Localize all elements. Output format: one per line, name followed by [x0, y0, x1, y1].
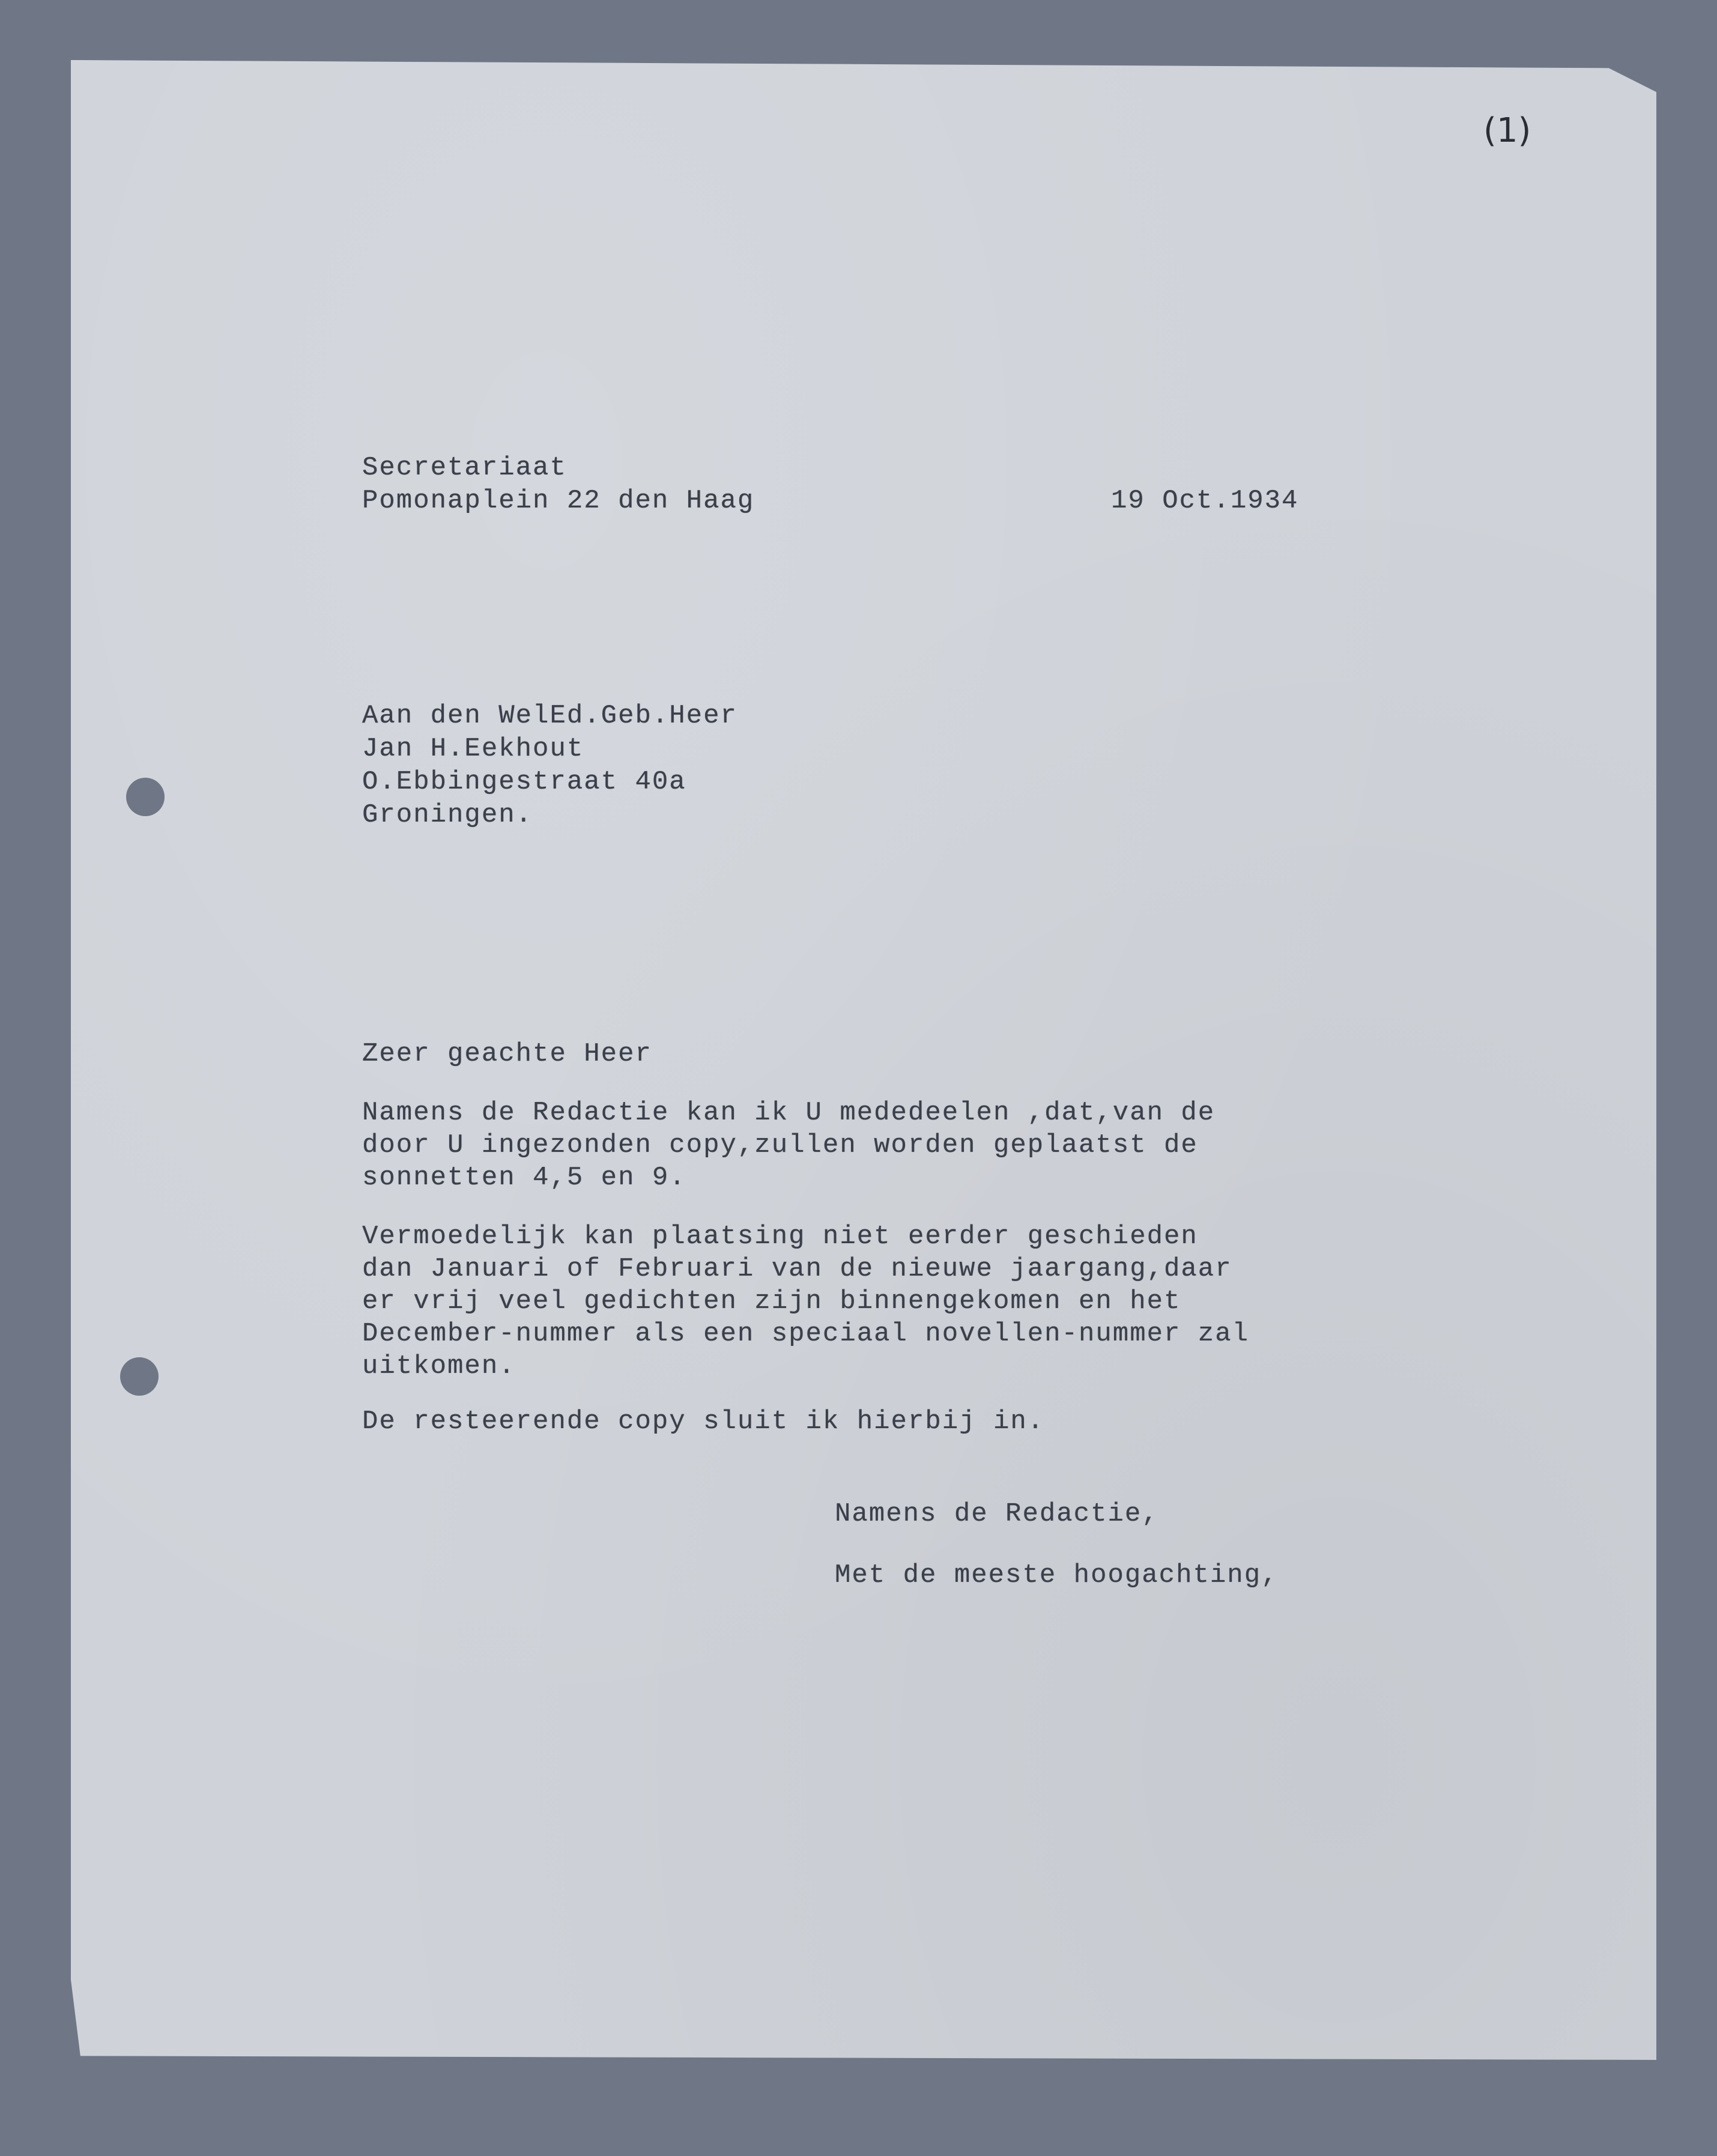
- body-paragraph-1-line-2: door U ingezonden copy,zullen worden geplaatst de: [362, 1130, 1198, 1160]
- body-paragraph-1-line-3: sonnetten 4,5 en 9.: [362, 1163, 686, 1193]
- letter-date: 19 Oct.1934: [1111, 486, 1299, 516]
- body-paragraph-2-line-5: uitkomen.: [362, 1351, 516, 1381]
- recipient-city: Groningen.: [362, 800, 533, 830]
- closing-line-2: Met de meeste hoogachting,: [835, 1560, 1279, 1590]
- sender-name: Secretariaat: [362, 453, 567, 483]
- body-paragraph-2-line-3: er vrij veel gedichten zijn binnengekomen en het: [362, 1286, 1181, 1316]
- recipient-street: O.Ebbingestraat 40a: [362, 767, 686, 797]
- punch-hole-upper: [126, 778, 165, 816]
- closing-line-1: Namens de Redactie,: [835, 1499, 1159, 1529]
- letter-salutation: Zeer geachte Heer: [362, 1039, 652, 1069]
- body-paragraph-3: De resteerende copy sluit ik hierbij in.: [362, 1407, 1045, 1437]
- letter-sheet: [71, 60, 1656, 2060]
- sender-address: Pomonaplein 22 den Haag: [362, 486, 755, 516]
- punch-hole-lower: [120, 1357, 159, 1396]
- body-paragraph-2-line-2: dan Januari of Februari van de nieuwe jaargang,daar: [362, 1254, 1232, 1284]
- body-paragraph-1-line-1: Namens de Redactie kan ik U mededeelen ,dat,van de: [362, 1098, 1216, 1128]
- recipient-salutation-line: Aan den WelEd.Geb.Heer: [362, 701, 737, 731]
- page-number-annotation: (1): [1483, 111, 1531, 150]
- body-paragraph-2-line-1: Vermoedelijk kan plaatsing niet eerder geschieden: [362, 1222, 1198, 1252]
- recipient-name: Jan H.Eekhout: [362, 734, 584, 764]
- body-paragraph-2-line-4: December-nummer als een speciaal novellen-nummer zal: [362, 1319, 1250, 1349]
